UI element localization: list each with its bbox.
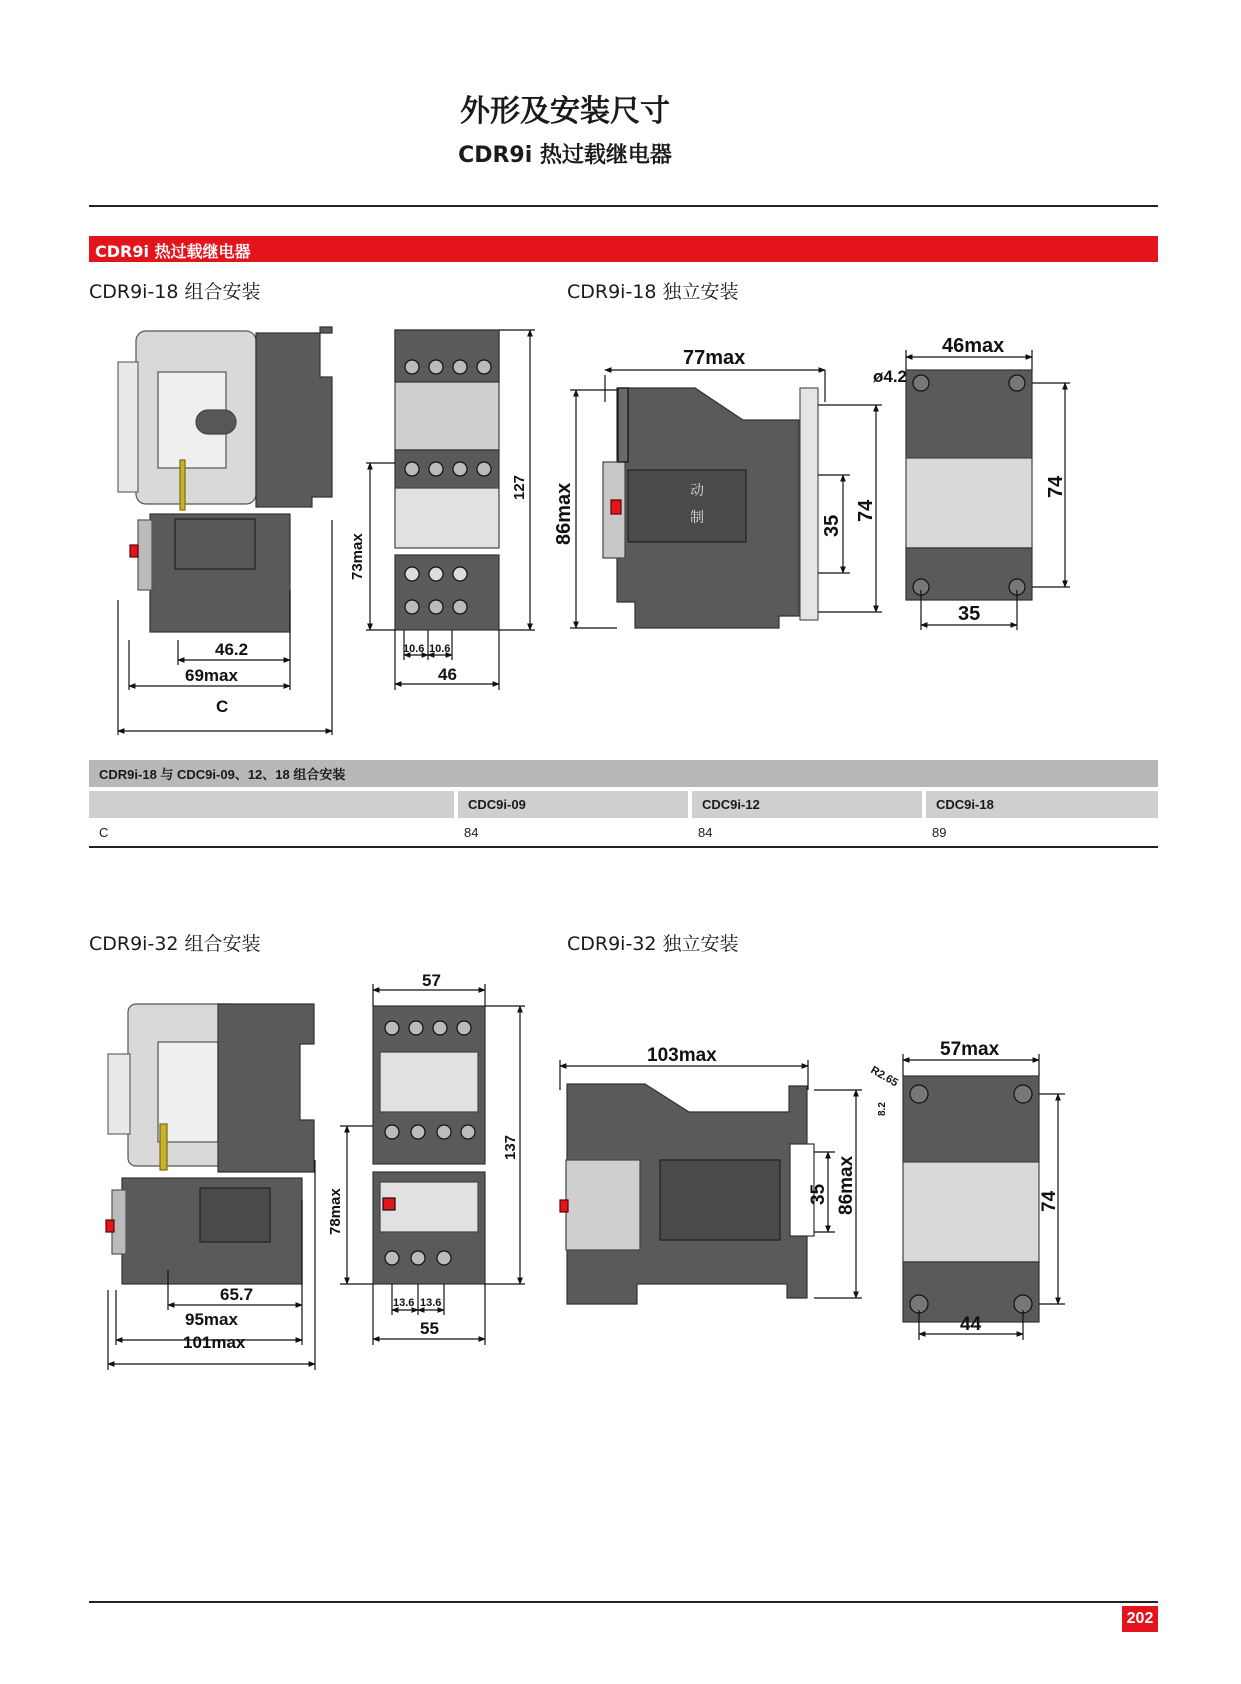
page-title: 外形及安装尺寸 [460, 94, 670, 129]
drawing-18 [0, 0, 1241, 760]
table-cell: 84 [454, 818, 688, 848]
dim-18-back-35: 35 [958, 603, 981, 625]
table-col-1: CDC9i-09 [454, 787, 688, 818]
table-title: CDR9i-18 与 CDC9i-09、12、18 组合安装 [89, 760, 1158, 787]
dim-18-c: C [216, 697, 229, 716]
table-title-row [89, 760, 1158, 787]
dim-18-46-2: 46.2 [215, 640, 249, 659]
dim-32-65-7: 65.7 [220, 1285, 254, 1304]
table-cell: C [89, 818, 454, 848]
dim-18-77max: 77max [683, 347, 746, 369]
dim-18-10-6b: 10.6 [429, 643, 451, 655]
bottom-rule [89, 1601, 1158, 1603]
body-label-b: 动 [690, 482, 704, 498]
dim-32-95max: 95max [185, 1310, 238, 1329]
dim-18-73max: 73max [349, 533, 366, 580]
table-cell: 89 [922, 818, 1158, 848]
dim-32-137: 137 [502, 1134, 519, 1160]
dim-18-86max: 86max [553, 482, 575, 545]
dim-32-8-2: 8.2 [877, 1102, 888, 1116]
dim-18-127: 127 [511, 474, 528, 500]
standalone-side-18 [570, 370, 882, 628]
dim-18-35: 35 [821, 514, 843, 537]
dim-18-10-6a: 10.6 [403, 643, 425, 655]
front-view-18 [366, 330, 535, 690]
table-header-row [89, 787, 1158, 818]
dim-18-46max: 46max [942, 335, 1005, 357]
combination-table [89, 760, 1158, 848]
front-view-32 [340, 984, 525, 1345]
table-col-0 [89, 787, 454, 818]
caption-32-combined: CDR9i-32 组合安装 [89, 933, 261, 955]
dim-32-35: 35 [808, 1183, 829, 1205]
dim-32-103max: 103max [647, 1045, 717, 1066]
caption-18-combined: CDR9i-18 组合安装 [89, 281, 261, 303]
table-cell: 84 [688, 818, 922, 848]
body-label-a: 制 [690, 509, 704, 525]
dim-32-101max: 101max [183, 1333, 246, 1352]
table-row [89, 818, 1158, 848]
dim-32-13-6a: 13.6 [393, 1297, 415, 1309]
caption-32-standalone: CDR9i-32 独立安装 [567, 933, 739, 955]
standalone-side-32 [560, 1060, 862, 1304]
drawing-32 [0, 960, 1241, 1380]
dim-32-r: R2.65 [868, 1064, 900, 1090]
table-col-2: CDC9i-12 [688, 787, 922, 818]
section-bar-label: CDR9i 热过载继电器 [95, 242, 251, 261]
dim-18-phi: ø4.2 [873, 367, 908, 386]
dim-32-57max: 57max [940, 1039, 1000, 1060]
dim-32-78max: 78max [327, 1188, 344, 1235]
caption-18-standalone: CDR9i-18 独立安装 [567, 281, 739, 303]
dim-32-57: 57 [422, 971, 441, 990]
dim-32-86max: 86max [836, 1155, 857, 1215]
dim-32-back-74: 74 [1039, 1190, 1060, 1212]
page-subtitle: CDR9i 热过载继电器 [458, 143, 672, 168]
page-number: 202 [1122, 1606, 1158, 1632]
dim-32-55: 55 [420, 1319, 439, 1338]
dim-18-74: 74 [855, 499, 877, 522]
dim-32-13-6b: 13.6 [420, 1297, 442, 1309]
table-col-3: CDC9i-18 [922, 787, 1158, 818]
dim-18-46: 46 [438, 665, 457, 684]
dim-32-back-44: 44 [960, 1314, 982, 1335]
dim-18-69max: 69max [185, 666, 238, 685]
dim-18-back-74: 74 [1045, 475, 1067, 498]
